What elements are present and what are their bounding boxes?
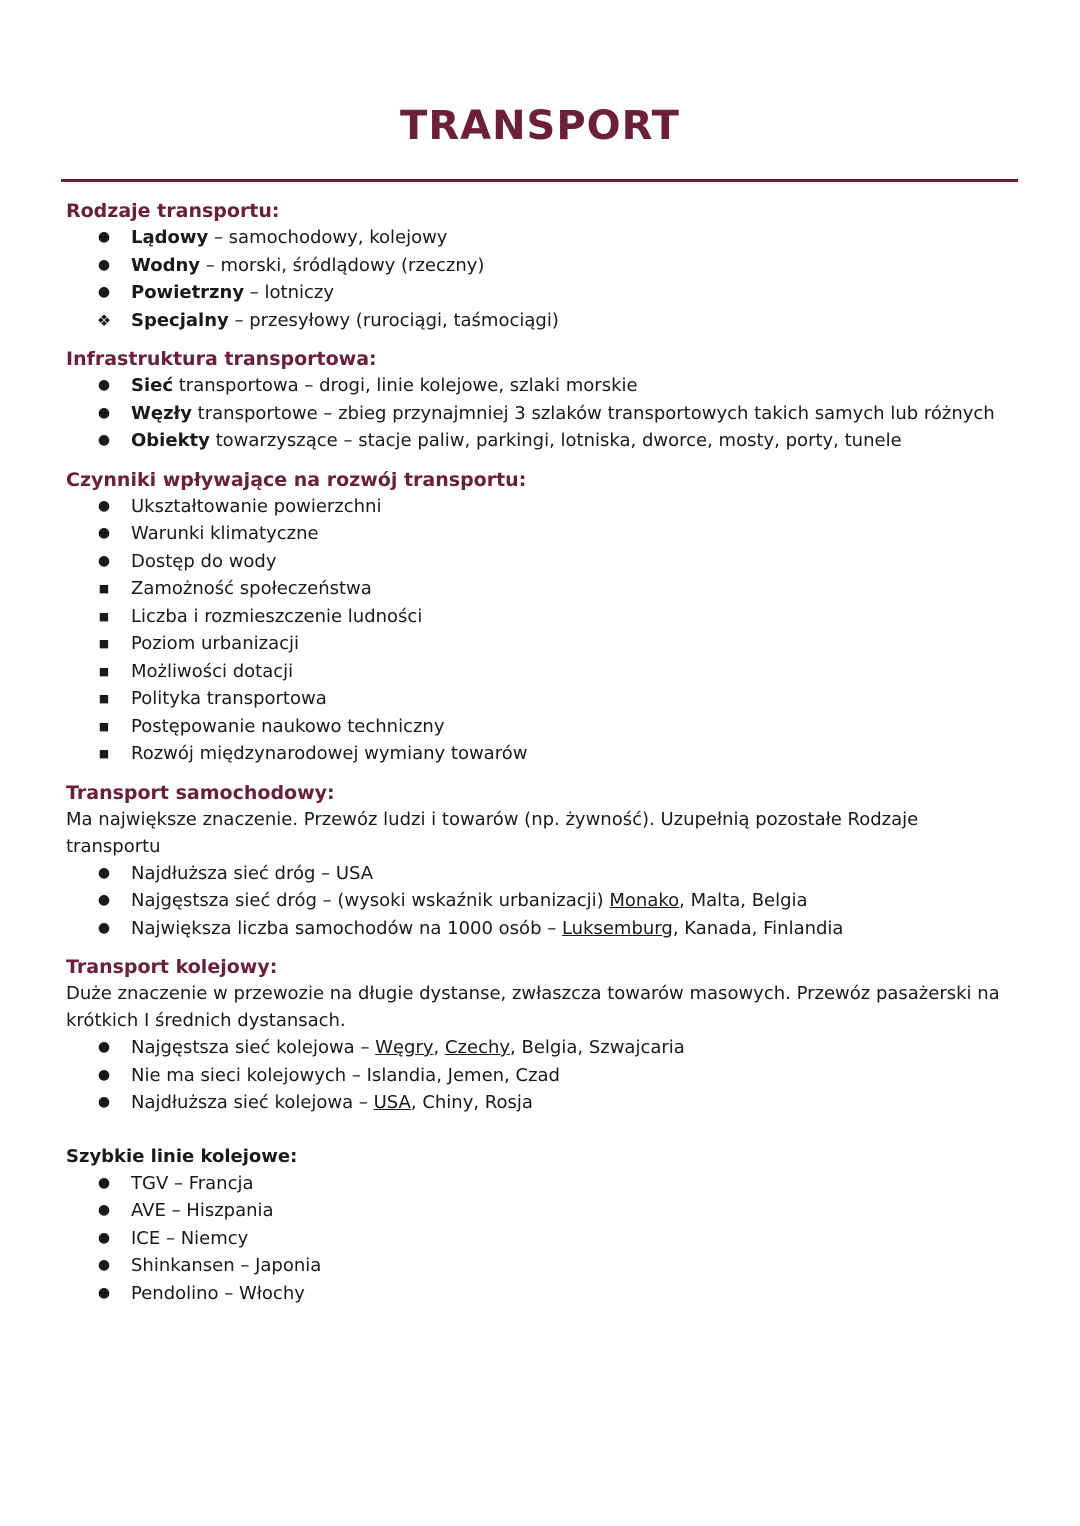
square-bullet-icon: ■: [98, 609, 110, 623]
bullet-icon: ●: [97, 864, 111, 881]
list-item: ● Sieć transportowa – drogi, linie kolejowe, szlaki morskie: [66, 372, 1016, 400]
list-item: ● Najgęstsza sieć kolejowa – Węgry, Czechy, Belgia, Szwajcaria: [66, 1034, 1016, 1062]
list-item: ● Dostęp do wody: [66, 548, 1016, 576]
bullet-icon: ●: [97, 497, 111, 514]
list-rodzaje: [66, 224, 1016, 334]
square-bullet-icon: ■: [98, 582, 110, 595]
bullet-icon: ●: [97, 256, 111, 273]
heading-infrastruktura: Infrastruktura transportowa:: [66, 348, 377, 370]
square-bullet-icon: ■: [98, 664, 110, 678]
list-czynniki: [66, 493, 1016, 768]
document-body: [66, 198, 1016, 1307]
list-item: ● Obiekty towarzyszące – stacje paliw, parkingi, lotniska, dworce, mosty, porty, tunele: [66, 427, 1016, 455]
list-item: ● AVE – Hiszpania: [66, 1197, 1016, 1225]
list-item: ● Powietrzny – lotniczy: [66, 279, 1016, 307]
spacer: [66, 1117, 1016, 1143]
bullet-icon: ●: [97, 1066, 111, 1083]
list-item: ● Największa liczba samochodów na 1000 osób – Luksemburg, Kanada, Finlandia: [66, 915, 1016, 943]
square-bullet-icon: ■: [98, 637, 110, 650]
list-item: ■ Polityka transportowa: [66, 685, 1016, 713]
heading-szybkie-linie: Szybkie linie kolejowe:: [66, 1145, 298, 1167]
list-item: ● ICE – Niemcy: [66, 1225, 1016, 1253]
diamond-bullet-icon: ❖: [96, 310, 112, 330]
list-item: ■ Rozwój międzynarodowej wymiany towarów: [66, 740, 1016, 768]
heading-rodzaje-transportu: Rodzaje transportu:: [66, 200, 280, 222]
bullet-icon: ●: [97, 552, 111, 569]
bullet-icon: ●: [97, 229, 111, 245]
square-bullet-icon: ■: [98, 719, 110, 733]
square-bullet-icon: ■: [98, 692, 110, 705]
bullet-icon: ●: [97, 892, 111, 908]
list-item: ● Nie ma sieci kolejowych – Islandia, Jemen, Czad: [66, 1062, 1016, 1090]
list-item: ● Shinkansen – Japonia: [66, 1252, 1016, 1280]
list-item: ● TGV – Francja: [66, 1170, 1016, 1198]
list-item: ■ Poziom urbanizacji: [66, 630, 1016, 658]
list-szybkie-linie: [66, 1170, 1016, 1308]
bullet-icon: ●: [97, 432, 111, 448]
list-item: ■ Zamożność społeczeństwa: [66, 575, 1016, 603]
list-item: ● Najdłuższa sieć kolejowa – USA, Chiny, Rosja: [66, 1089, 1016, 1117]
bullet-icon: ●: [97, 525, 111, 541]
page-title: TRANSPORT: [400, 103, 680, 149]
list-item: ● Warunki klimatyczne: [66, 520, 1016, 548]
bullet-icon: ●: [97, 1174, 111, 1191]
list-item: ■ Postępowanie naukowo techniczny: [66, 713, 1016, 741]
title-divider: [61, 179, 1018, 182]
heading-transport-samochodowy: Transport samochodowy:: [66, 781, 335, 804]
list-item: ● Najgęstsza sieć dróg – (wysoki wskaźnik urbanizacji) Monako, Malta, Belgia: [66, 887, 1016, 915]
list-samochodowy: [66, 860, 1016, 943]
list-kolejowy: [66, 1034, 1016, 1117]
paragraph-kolejowy-line1: Duże znaczenie w przewozie na długie dystanse, zwłaszcza towarów masowych. Przewóz pasażerski na: [66, 983, 1000, 1004]
bullet-icon: ●: [97, 1094, 111, 1110]
heading-czynniki: Czynniki wpływające na rozwój transportu:: [66, 468, 527, 491]
list-item: ■ Liczba i rozmieszczenie ludności: [66, 603, 1016, 631]
bullet-icon: ●: [97, 404, 111, 421]
bullet-icon: ●: [97, 1257, 111, 1273]
square-bullet-icon: ■: [98, 747, 110, 760]
list-item: ● Lądowy – samochodowy, kolejowy: [66, 224, 1016, 252]
list-item: ● Pendolino – Włochy: [66, 1280, 1016, 1308]
list-infrastruktura: [66, 372, 1016, 455]
heading-transport-kolejowy: Transport kolejowy:: [66, 956, 278, 978]
bullet-icon: ●: [97, 284, 111, 300]
paragraph-samochodowy: Ma największe znaczenie. Przewóz ludzi i towarów (np. żywność). Uzupełnią pozostałe Rodzaje transportu: [66, 808, 919, 857]
list-item: ● Najdłuższa sieć dróg – USA: [66, 860, 1016, 888]
list-item: ● Węzły transportowe – zbieg przynajmniej 3 szlaków transportowych takich samych lub różnych: [66, 400, 1016, 428]
list-item: ■ Możliwości dotacji: [66, 658, 1016, 686]
bullet-icon: ●: [97, 919, 111, 936]
list-item: ● Ukształtowanie powierzchni: [66, 493, 1016, 521]
bullet-icon: ●: [97, 377, 111, 393]
bullet-icon: ●: [97, 1039, 111, 1055]
paragraph-kolejowy-line2: krótkich I średnich dystansach.: [66, 1010, 346, 1031]
bullet-icon: ●: [97, 1202, 111, 1218]
list-item: ❖ Specjalny – przesyłowy (rurociągi, taśmociągi): [66, 307, 1016, 335]
bullet-icon: ●: [97, 1284, 111, 1301]
bullet-icon: ●: [97, 1229, 111, 1246]
list-item: ● Wodny – morski, śródlądowy (rzeczny): [66, 252, 1016, 280]
